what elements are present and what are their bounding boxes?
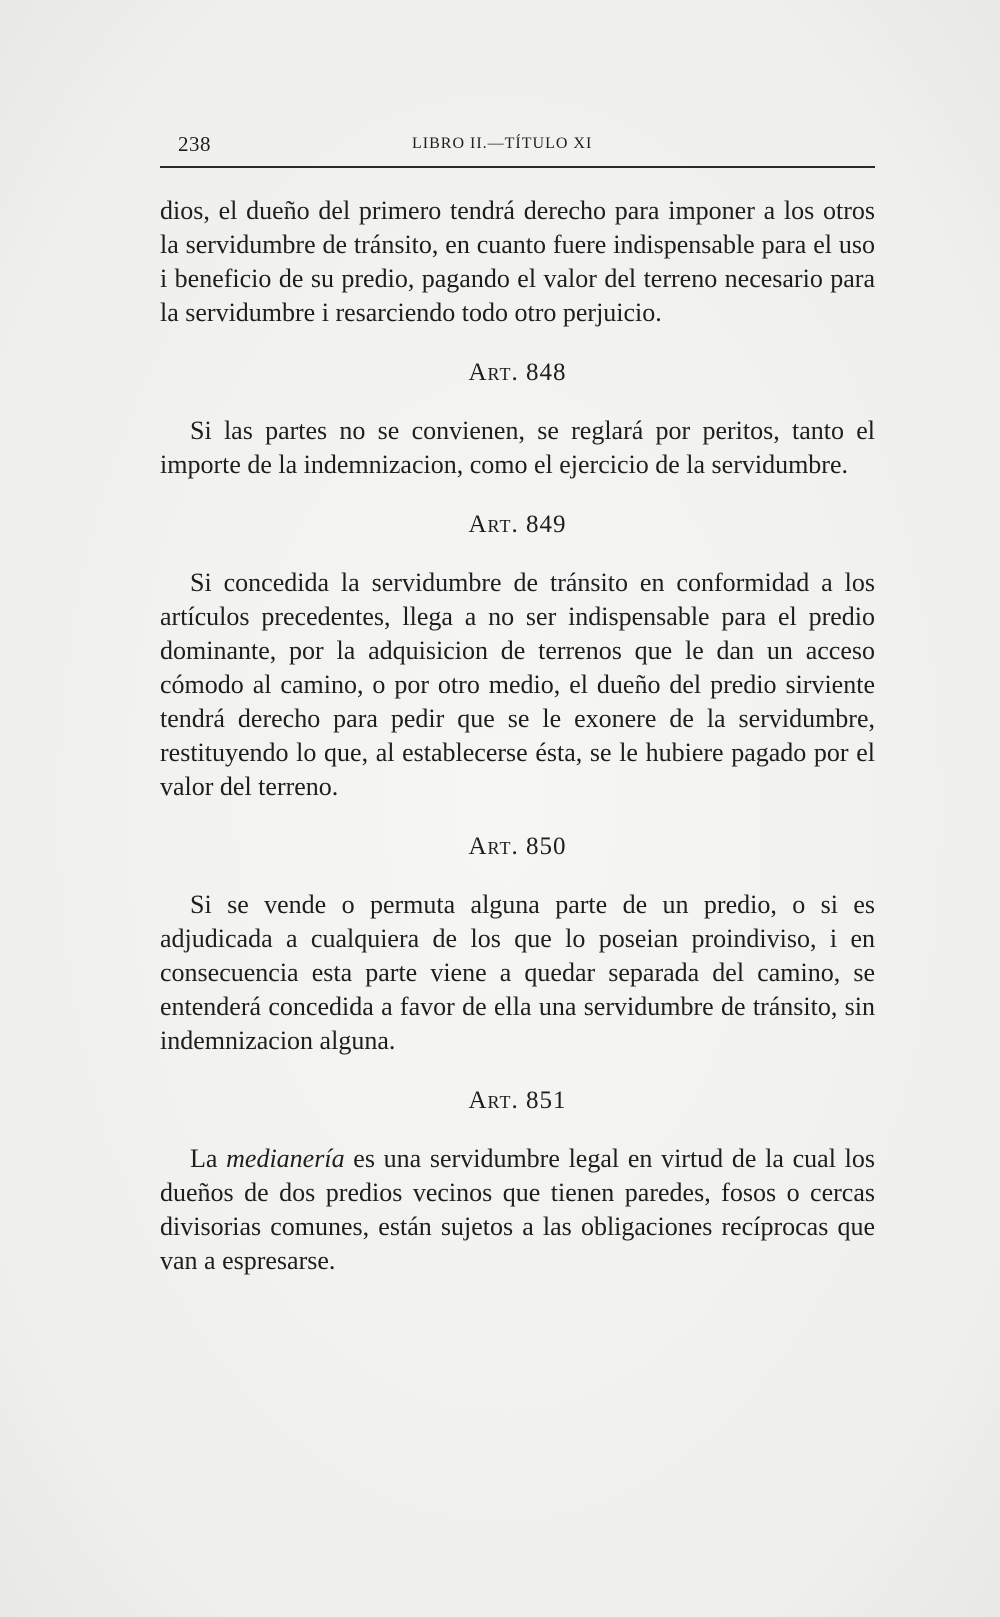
article-text-849: Si concedida la servidumbre de tránsito en conformidad a los artículos precedentes, llega a no ser indispensable para el predio dominante, por la adquisicion de terrenos que le dan un acceso cómodo al camino, o por otro medio, el dueño del predio sirviente tendrá derecho para pedir que se le exonere de la servidumbre, restituyendo lo que, al establecerse ésta, se le hubiere pagado por el valor del terreno. <box>160 568 875 801</box>
running-title: LIBRO II.—TÍTULO XI <box>412 135 593 152</box>
header-rule <box>160 166 875 168</box>
article-number: 849 <box>525 511 567 538</box>
article-heading-849 <box>160 508 875 542</box>
article-number: 848 <box>525 359 567 386</box>
article-text-part: La <box>190 1144 227 1173</box>
article-text-850: Si se vende o permuta alguna parte de un predio, o si es adjudicada a cualquiera de los que lo poseian proindiviso, i en consecuencia esta parte viene a quedar separada del camino, se entenderá concedida a favor de ella una servidumbre de tránsito, sin indemnizacion alguna. <box>160 890 875 1055</box>
article-text-848: Si las partes no se convienen, se reglará por peritos, tanto el importe de la indemnizacion, como el ejercicio de la servidumbre. <box>160 416 875 479</box>
article-heading-851 <box>160 1084 875 1118</box>
article-label: Art. <box>468 511 519 538</box>
article-text-part: es una servidumbre legal en virtud de la cual los dueños de dos predios vecinos que tienen paredes, fosos o cercas divisorias comunes, están sujetos a las obligaciones recíprocas que van a espresarse. <box>160 1144 875 1275</box>
article-label: Art. <box>468 833 519 860</box>
article-label: Art. <box>468 359 519 386</box>
article-number: 851 <box>525 1087 567 1114</box>
defined-term: medianería <box>226 1144 345 1173</box>
running-head <box>160 132 875 162</box>
article-number: 850 <box>525 833 567 860</box>
opening-paragraph: dios, el dueño del primero tendrá derecho para imponer a los otros la servidumbre de tránsito, en cuanto fuere indispensable para el uso i beneficio de su predio, pagando el valor del terreno necesario para la servidumbre i resarciendo todo otro perjuicio. <box>160 196 875 327</box>
article-text-851 <box>160 1142 875 1278</box>
article-label: Art. <box>468 1087 519 1114</box>
article-heading-850 <box>160 830 875 864</box>
page-number: 238 <box>178 132 211 156</box>
article-heading-848 <box>160 356 875 390</box>
page-body <box>160 194 875 1278</box>
